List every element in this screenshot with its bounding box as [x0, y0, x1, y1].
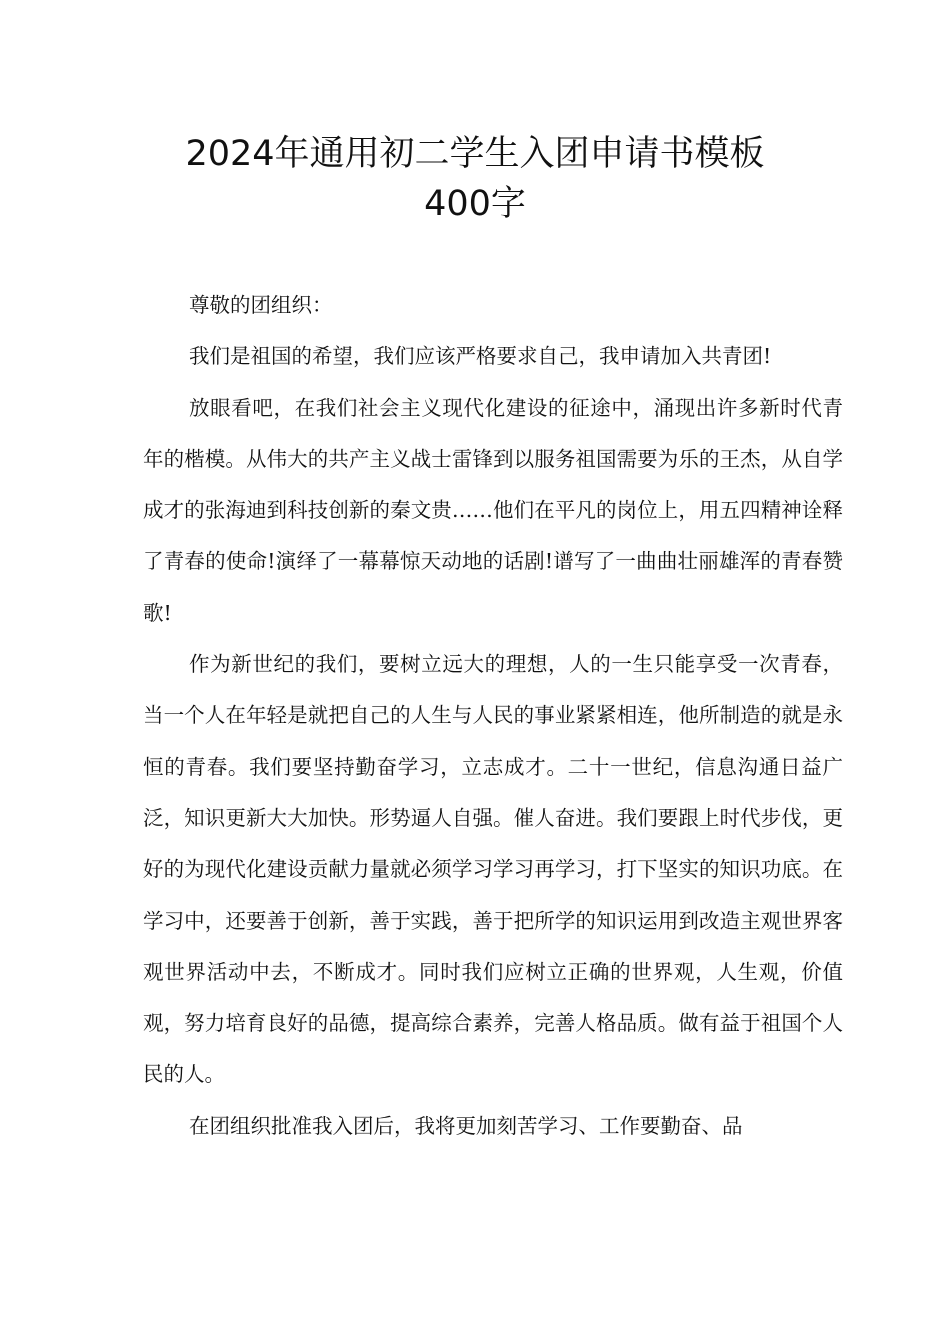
paragraph-2: 放眼看吧，在我们社会主义现代化建设的征途中，涌现出许多新时代青年的楷模。从伟大的共产主义战士雷锋到以服务祖国需要为乐的王杰，从自学成才的张海迪到科技创新的秦文贵……他们在平凡的岗位上，用五四精神诠释了青春的使命!演绎了一幕幕惊天动地的话剧!谱写了一曲曲壮丽雄浑的青春赞歌!: [143, 395, 843, 625]
document-title-line-2: 400字: [424, 184, 526, 224]
paragraph-3: 作为新世纪的我们，要树立远大的理想，人的一生只能享受一次青春，当一个人在年轻是就把自己的人生与人民的事业紧紧相连，他所制造的就是永恒的青春。我们要坚持勤奋学习，立志成才。二十一世纪，信息沟通日益广泛，知识更新大大加快。形势逼人自强。催人奋进。我们要跟上时代步伐，更好的为现代化建设贡献力量就必须学习学习再学习，打下坚实的知识功底。在学习中，还要善于创新，善于实践，善于把所学的知识运用到改造主观世界客观世界活动中去，不断成才。同时我们应树立正确的世界观，人生观，价值观，努力培育良好的品德，提高综合素养，完善人格品质。做有益于祖国个人民的人。: [143, 652, 843, 1087]
document-body: [143, 280, 843, 1152]
document-title-line-1: 2024年通用初二学生入团申请书模板: [185, 134, 765, 174]
paragraph-4: 在团组织批准我入团后，我将更加刻苦学习、工作要勤奋、品: [189, 1113, 743, 1138]
salutation: 尊敬的团组织：: [189, 293, 333, 317]
paragraph-1: 我们是祖国的希望，我们应该严格要求自己，我申请加入共青团!: [189, 344, 772, 369]
